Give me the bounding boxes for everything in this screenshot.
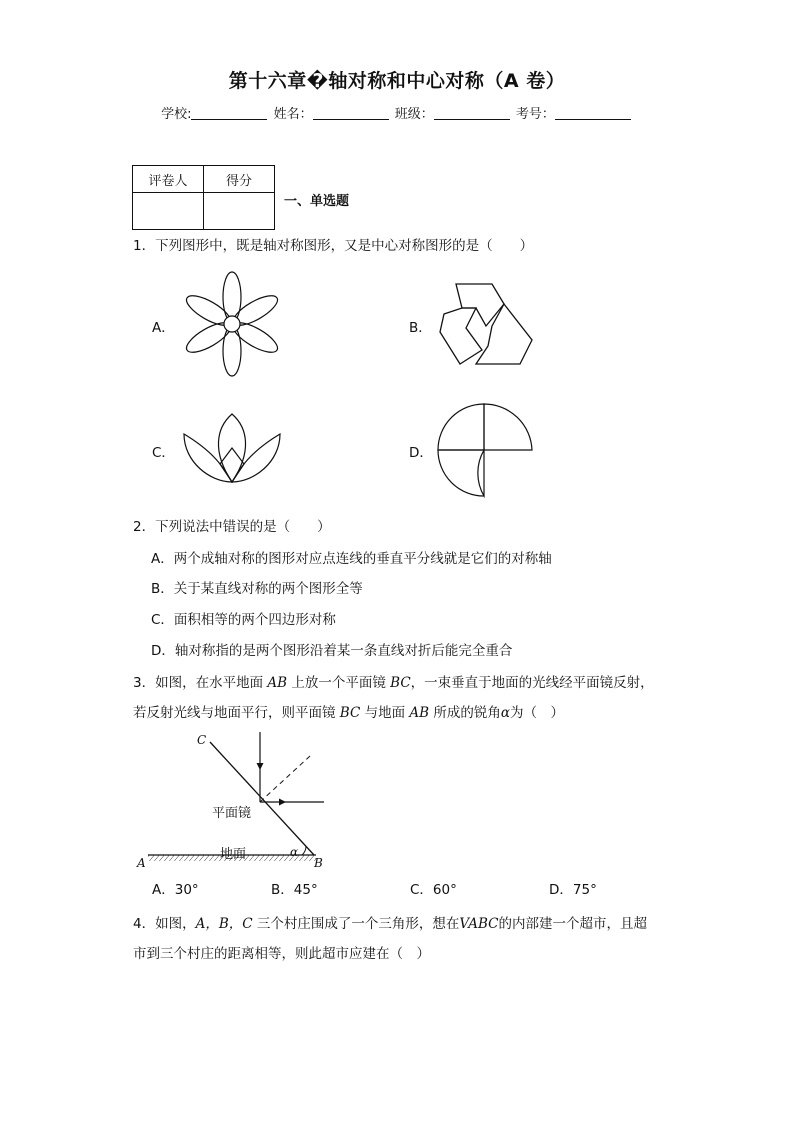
name-label: 姓名： — [273, 107, 313, 122]
q4-stem-line1: 4．如图，A，B，C 三个村庄围成了一个三角形，想在VABC的内部建一个超市，且超 — [133, 916, 647, 932]
recycle-figure — [436, 280, 536, 368]
student-info-line — [0, 103, 794, 122]
name-blank[interactable] — [313, 107, 389, 120]
q1-option-c-label: C． — [152, 445, 175, 461]
q3-stem-line1: 3．如图，在水平地面 AB 上放一个平面镜 BC，一束垂直于地面的光线经平面镜反射， — [133, 675, 654, 691]
q1-stem: 1．下列图形中，既是轴对称图形，又是中心对称图形的是（ ） — [133, 238, 534, 254]
page-title: 第十六章�轴对称和中心对称（A 卷） — [228, 70, 566, 92]
grader-table — [132, 165, 275, 230]
q3-option-b: B．45° — [271, 882, 318, 898]
mirror-line — [210, 742, 314, 855]
q2-option-c: C．面积相等的两个四边形对称 — [151, 612, 336, 628]
score-cell[interactable] — [204, 193, 275, 230]
q2-option-a: A．两个成轴对称的图形对应点连线的垂直平分线就是它们的对称轴 — [151, 551, 552, 567]
grader-header: 评卷人 — [133, 166, 204, 193]
q3-stem-line2: 若反射光线与地面平行，则平面镜 BC 与地面 AB 所成的锐角α为（ ） — [133, 705, 564, 721]
q3-option-a: A．30° — [152, 882, 199, 898]
q2-option-b: B．关于某直线对称的两个图形全等 — [151, 581, 363, 597]
q4-stem-line2: 市到三个村庄的距离相等，则此超市应建在（ ） — [133, 946, 430, 962]
score-header: 得分 — [204, 166, 275, 193]
number-blank[interactable] — [555, 107, 631, 120]
q3-option-d: D．75° — [549, 882, 597, 898]
class-label: 班级： — [394, 107, 434, 122]
mirror-label: 平面镜 — [212, 806, 252, 821]
flower-figure — [180, 270, 284, 378]
q2-option-d: D．轴对称指的是两个图形沿着某一条直线对折后能完全重合 — [151, 643, 513, 659]
label-c: C — [197, 733, 207, 747]
ground-label: 地面 — [220, 847, 247, 862]
q1-option-b-label: B． — [409, 320, 432, 336]
lotus-figure — [180, 412, 284, 486]
q1-option-d-label: D． — [409, 445, 433, 461]
angle-arc — [302, 846, 306, 855]
label-b: B — [314, 856, 323, 870]
q3-option-c: C．60° — [410, 882, 457, 898]
q2-stem: 2．下列说法中错误的是（ ） — [133, 519, 331, 535]
school-label: 学校: — [161, 107, 192, 122]
q1-option-a-label: A． — [152, 320, 175, 336]
pinwheel-figure — [436, 402, 536, 498]
school-blank[interactable] — [191, 107, 267, 120]
label-a: A — [137, 856, 146, 870]
section-title: 一、单选题 — [284, 194, 350, 209]
normal-line — [260, 756, 310, 802]
number-label: 考号： — [515, 107, 555, 122]
class-blank[interactable] — [434, 107, 510, 120]
label-alpha: α — [290, 845, 299, 859]
grader-cell[interactable] — [133, 193, 204, 230]
